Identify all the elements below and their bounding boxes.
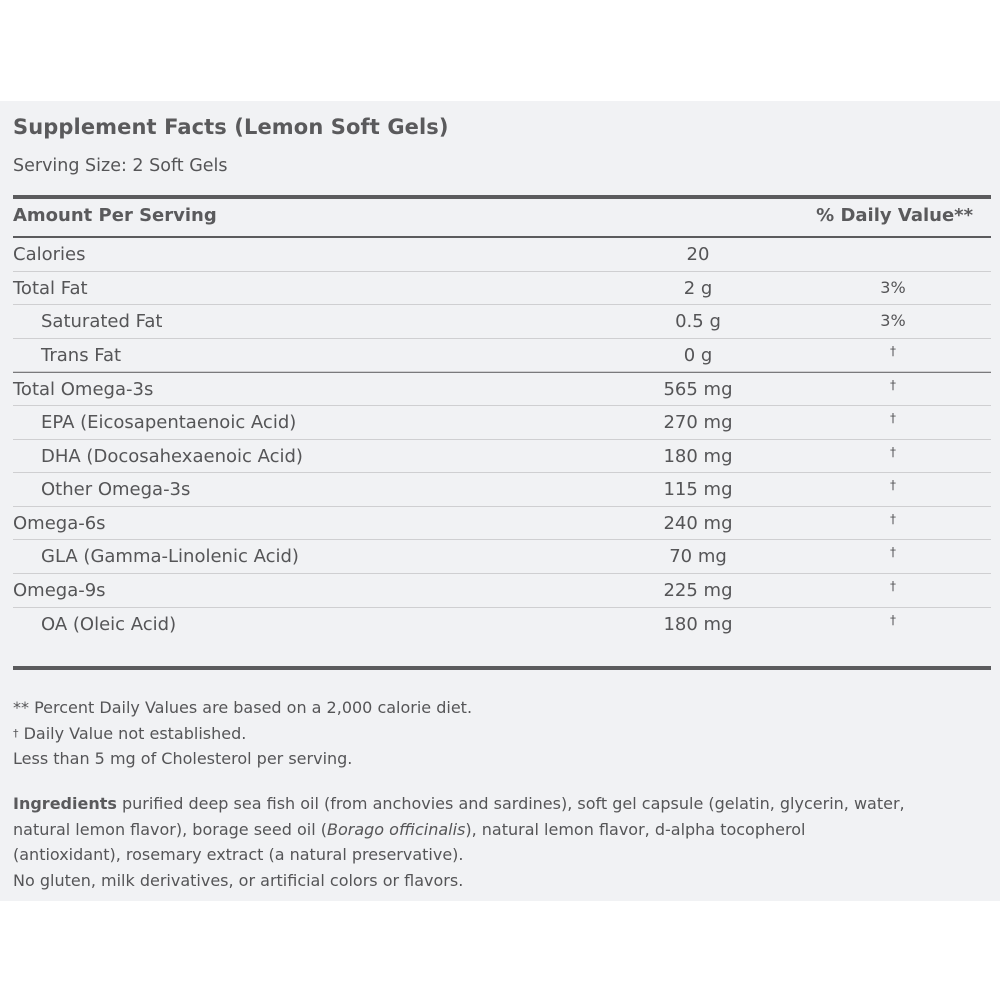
table-row — [13, 507, 991, 541]
page-title: Supplement Facts (Lemon Soft Gels) — [13, 115, 449, 139]
nutrient-daily-value: † — [890, 410, 896, 425]
nutrient-daily-value: † — [890, 545, 896, 560]
nutrient-name: Calories — [13, 244, 86, 265]
nutrient-daily-value: † — [890, 478, 896, 493]
nutrient-amount: 180 mg — [663, 445, 733, 467]
nutrient-name: Trans Fat — [41, 344, 122, 366]
ingredients-line-3: (antioxidant), rosemary extract (a natural preservative). — [13, 845, 464, 865]
botanical-name: Borago officinalis — [326, 819, 466, 839]
ingredients-text: purified deep sea fish oil (from anchovies and sardines), soft gel capsule (gelatin, glycerin, water, — [116, 794, 905, 813]
table-row — [13, 540, 991, 574]
ingredients-line-1 — [13, 791, 995, 817]
nutrient-daily-value: 3% — [880, 277, 906, 297]
nutrient-amount: 70 mg — [669, 546, 727, 568]
nutrient-amount: 0.5 g — [675, 311, 721, 333]
nutrient-daily-value: † — [890, 378, 896, 393]
table-row — [13, 608, 991, 642]
bottom-divider — [13, 666, 991, 670]
daily-values-note: ** Percent Daily Values are based on a 2,000 calorie diet. — [13, 698, 473, 717]
nutrient-amount: 225 mg — [663, 579, 733, 601]
nutrient-name: EPA (Eicosapentaenoic Acid) — [41, 411, 297, 433]
nutrient-name: Total Omega-3s — [13, 379, 154, 401]
cholesterol-note: Less than 5 mg of Cholesterol per serving. — [13, 749, 353, 768]
table-row — [13, 406, 991, 440]
footnotes — [13, 695, 472, 772]
table-row — [13, 272, 991, 306]
table-row — [13, 372, 991, 406]
nutrient-daily-value: † — [890, 612, 896, 627]
nutrient-amount: 115 mg — [663, 479, 733, 501]
nutrient-name: GLA (Gamma-Linolenic Acid) — [41, 546, 299, 568]
nutrient-name: DHA (Docosahexaenoic Acid) — [41, 445, 303, 467]
nutrient-daily-value: † — [890, 578, 896, 593]
daily-value-header: % Daily Value** — [816, 205, 973, 226]
supplement-facts-panel — [0, 101, 1000, 901]
nutrient-amount: 20 — [686, 244, 710, 265]
ingredients-line-2 — [13, 817, 995, 843]
serving-size: Serving Size: 2 Soft Gels — [13, 156, 228, 176]
nutrient-amount: 0 g — [683, 344, 713, 366]
nutrient-amount: 270 mg — [663, 411, 733, 433]
nutrient-amount: 2 g — [683, 277, 713, 299]
allergen-disclaimer: No gluten, milk derivatives, or artificial colors or flavors. — [13, 870, 464, 890]
nutrient-table — [13, 238, 991, 641]
nutrient-amount: 565 mg — [663, 379, 733, 401]
nutrient-daily-value: 3% — [880, 311, 906, 331]
ingredients-text: ), natural lemon flavor, d-alpha tocopherol — [465, 819, 806, 839]
nutrient-name: Omega-9s — [13, 579, 106, 601]
not-established-text: Daily Value not established. — [18, 723, 247, 743]
nutrient-name: Saturated Fat — [41, 311, 163, 333]
ingredients-label: Ingredients — [13, 794, 117, 813]
nutrient-daily-value: † — [890, 444, 896, 459]
table-row — [13, 440, 991, 474]
nutrient-name: Omega-6s — [13, 512, 106, 534]
nutrient-daily-value: † — [890, 343, 896, 358]
nutrient-name: Total Fat — [13, 277, 88, 299]
nutrient-amount: 180 mg — [663, 613, 733, 635]
table-row — [13, 473, 991, 507]
nutrient-daily-value: † — [890, 511, 896, 526]
table-row — [13, 574, 991, 608]
nutrient-amount: 240 mg — [663, 512, 733, 534]
ingredients-block — [13, 791, 995, 893]
table-row — [13, 339, 991, 373]
ingredients-text: natural lemon flavor), borage seed oil ( — [13, 819, 327, 839]
amount-per-serving-header: Amount Per Serving — [13, 205, 217, 226]
nutrient-name: OA (Oleic Acid) — [41, 613, 177, 635]
table-row — [13, 238, 991, 272]
top-divider — [13, 195, 991, 199]
dagger-symbol: † — [13, 726, 19, 740]
nutrient-name: Other Omega-3s — [41, 479, 191, 501]
not-established-note — [13, 721, 472, 747]
table-row — [13, 305, 991, 339]
